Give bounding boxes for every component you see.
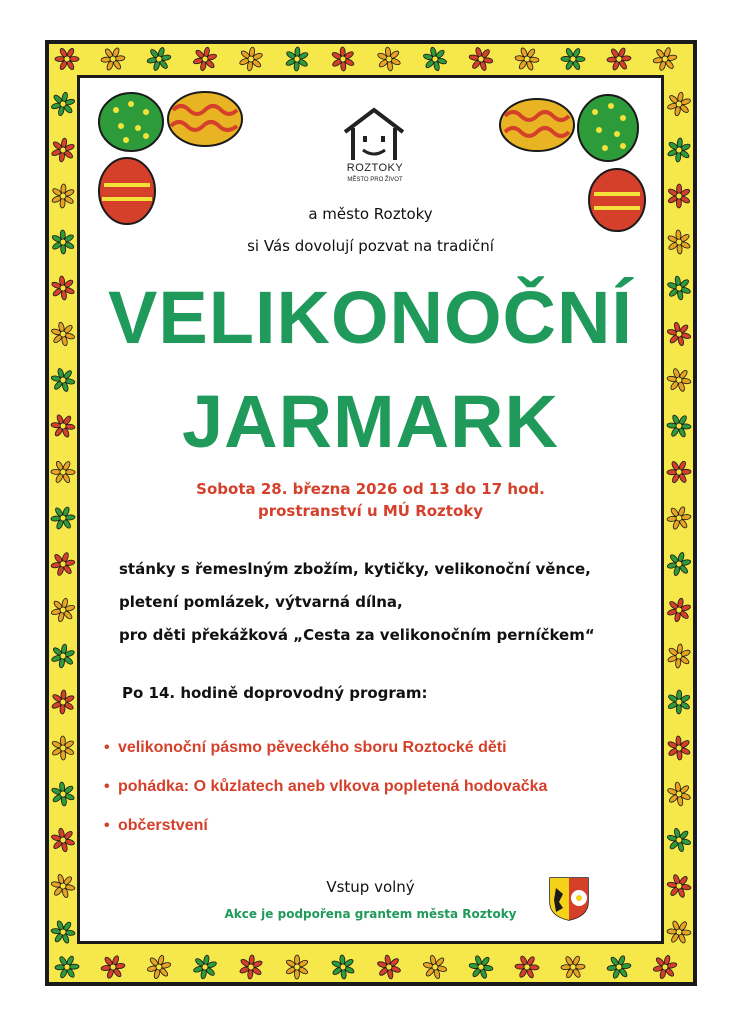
event-date: Sobota 28. března 2026 od 13 do 17 hod. xyxy=(196,480,545,498)
program-heading: Po 14. hodině doprovodný program: xyxy=(122,684,428,702)
easter-egg-icon xyxy=(497,96,577,154)
program-item: • pohádka: O kůzlatech aneb vlkova popletená hodovačka xyxy=(104,778,548,795)
title-line-2: JARMARK xyxy=(182,380,559,463)
house-smiley-icon xyxy=(341,106,407,162)
bullet-icon: • xyxy=(104,739,110,756)
bullet-icon: • xyxy=(104,817,110,834)
intro-line-1: a město Roztoky xyxy=(308,205,433,223)
event-place: prostranství u MÚ Roztoky xyxy=(257,502,484,520)
entry-note: Vstup volný xyxy=(326,878,415,896)
city-crest-icon xyxy=(548,876,590,922)
easter-egg-icon xyxy=(575,92,641,164)
logo-name: ROZTOKY xyxy=(346,162,404,174)
program-item: • velikonoční pásmo pěveckého sboru Roztocké děti xyxy=(104,739,507,756)
easter-egg-icon xyxy=(586,166,648,234)
offer-line-3: pro děti překážková „Cesta za velikonočním perníčkem“ xyxy=(119,626,595,644)
program-item: • občerstvení xyxy=(104,817,208,834)
bullet-icon: • xyxy=(104,778,110,795)
easter-egg-icon xyxy=(165,88,245,150)
intro-line-2: si Vás dovolují pozvat na tradiční xyxy=(247,237,494,255)
offer-line-1: stánky s řemeslným zbožím, kytičky, velikonoční věnce, xyxy=(119,560,591,578)
logo-tagline: MĚSTO PRO ŽIVOT xyxy=(347,177,403,183)
easter-egg-icon xyxy=(96,90,166,154)
title-line-1: VELIKONOČNÍ xyxy=(108,276,633,359)
grant-note: Akce je podpořena grantem města Roztoky xyxy=(224,907,517,921)
offer-line-2: pletení pomlázek, výtvarná dílna, xyxy=(119,593,403,611)
